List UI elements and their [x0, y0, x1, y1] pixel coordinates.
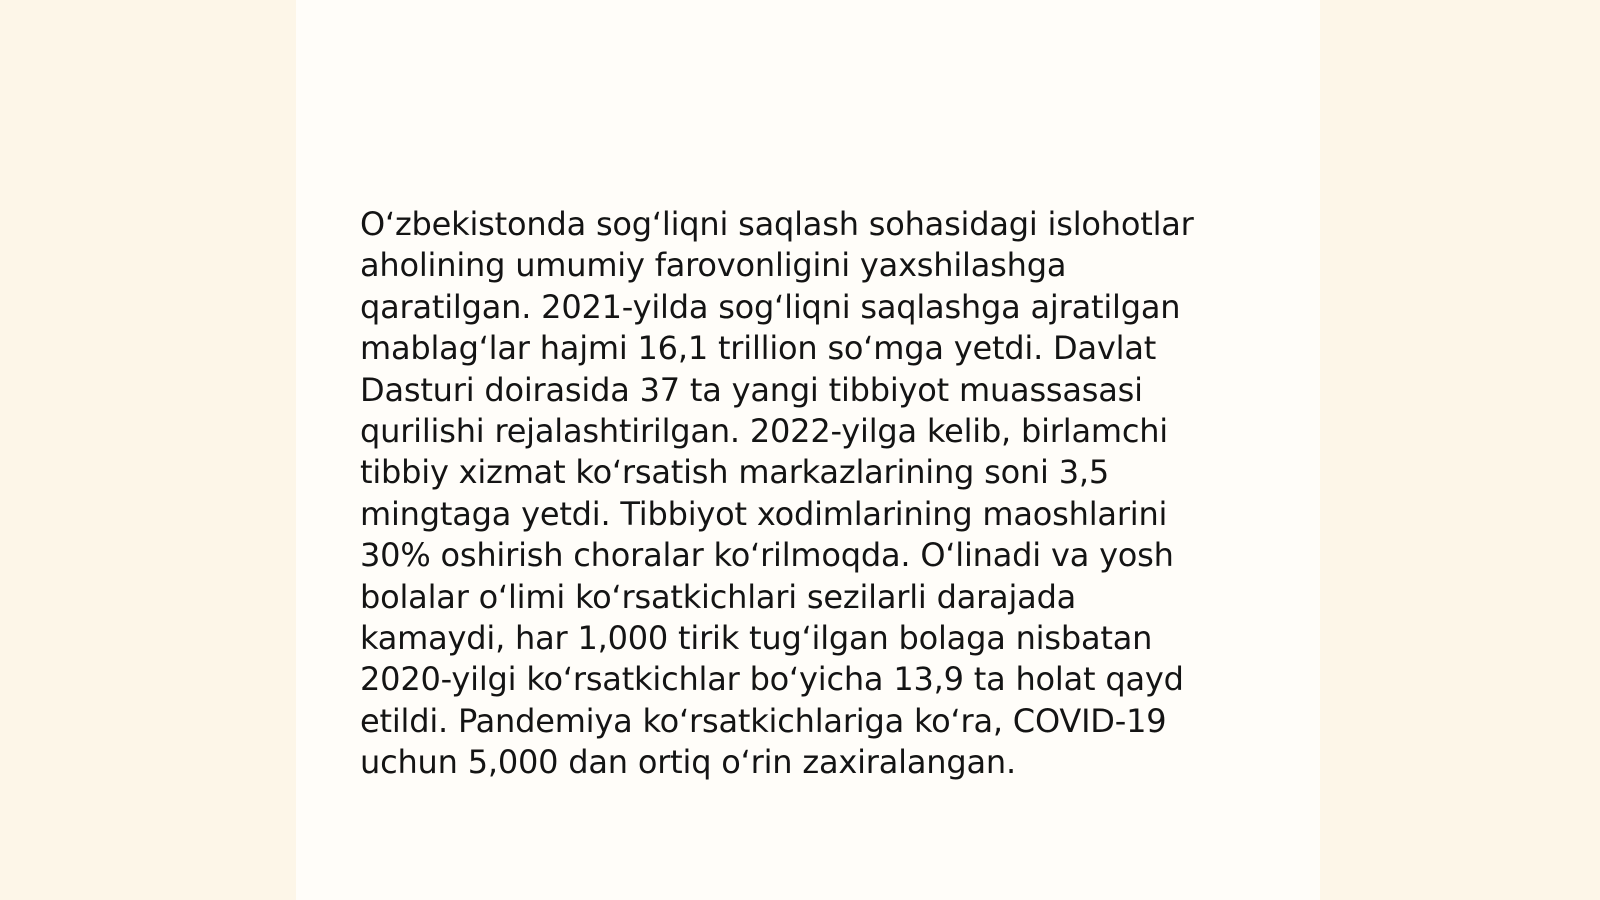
paragraph-line: Dasturi doirasida 37 ta yangi tibbiyot muassasasi	[360, 370, 1143, 409]
paragraph-line: kamaydi, har 1,000 tirik tug‘ilgan bolaga nisbatan	[360, 619, 1153, 658]
body-paragraph	[360, 204, 1240, 784]
paragraph-line: aholining umumiy farovonligini yaxshilashga	[360, 246, 1067, 285]
paragraph-line: mablag‘lar hajmi 16,1 trillion so‘mga yetdi. Davlat	[360, 329, 1157, 368]
paragraph-line: bolalar o‘limi ko‘rsatkichlari sezilarli darajada	[360, 577, 1077, 616]
paragraph-line: 2020-yilgi ko‘rsatkichlar bo‘yicha 13,9 ta holat qayd	[360, 660, 1184, 699]
paragraph-line: O‘zbekistonda sog‘liqni saqlash sohasidagi islohotlar	[360, 205, 1194, 243]
paragraph-line: tibbiy xizmat ko‘rsatish markazlarining soni 3,5	[360, 453, 1110, 492]
paragraph-line: uchun 5,000 dan ortiq o‘rin zaxiralangan.	[360, 743, 1016, 782]
paragraph-line: 30% oshirish choralar ko‘rilmoqda. O‘linadi va yosh	[360, 536, 1174, 575]
document-page	[296, 0, 1320, 900]
paragraph-line: mingtaga yetdi. Tibbiyot xodimlarining maoshlarini	[360, 494, 1168, 533]
paragraph-line: etildi. Pandemiya ko‘rsatkichlariga ko‘ra, COVID-19	[360, 701, 1167, 740]
paragraph-line: qaratilgan. 2021-yilda sog‘liqni saqlashga ajratilgan	[360, 287, 1181, 326]
paragraph-line: qurilishi rejalashtirilgan. 2022-yilga kelib, birlamchi	[360, 412, 1169, 451]
